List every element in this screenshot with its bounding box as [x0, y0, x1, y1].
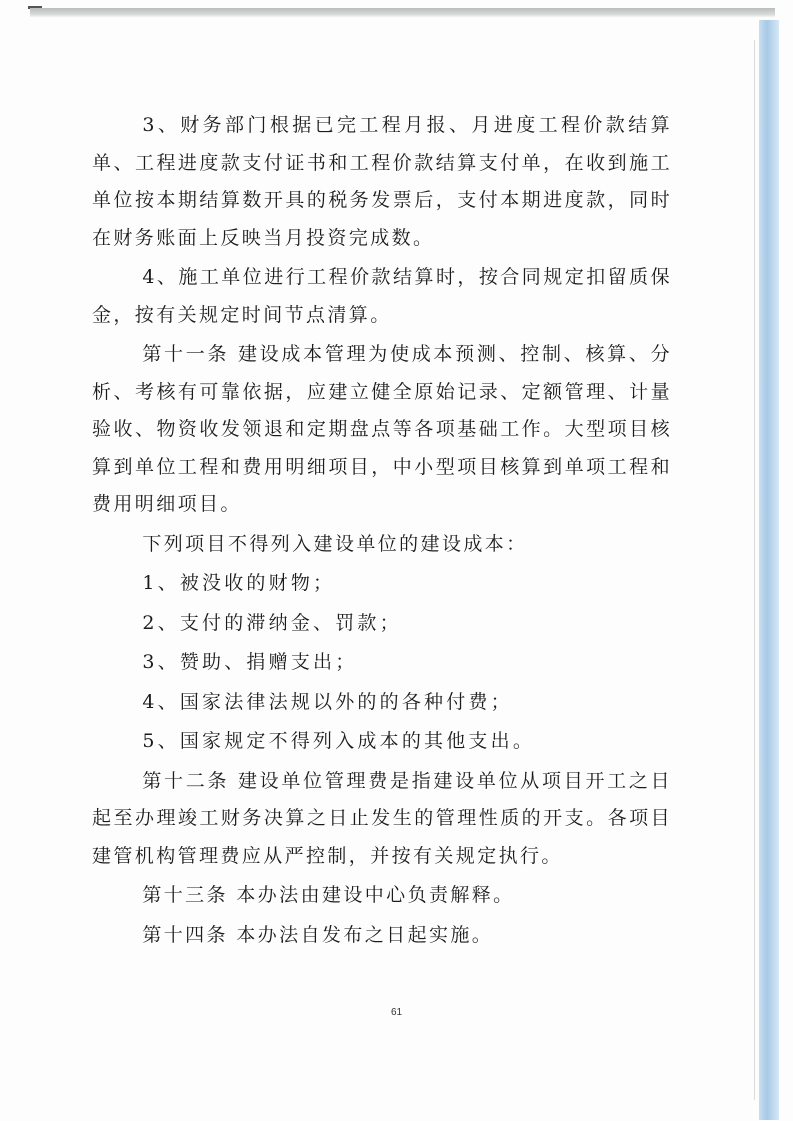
list-item: 1、被没收的财物；	[142, 572, 336, 594]
paragraph-article-14: 第十四条 本办法自发布之日起实施。	[142, 923, 494, 946]
paragraph-article-11: 第十一条 建设成本管理为使成本预测、控制、核算、分析、考核有可靠依据，应建立健全原始记录、定额管理、计量验收、物资收发领退和定期盘点等各项基础工作。大型项目核算到单位工程和费用明细项目，中小型项目核算到单项工程和费用明细项目。	[92, 343, 672, 515]
paragraph-payment: 3、财务部门根据已完工程月报、月进度工程价款结算单、工程进度款支付证书和工程价款结算支付单，在收到施工单位按本期结算数开具的税务发票后，支付本期进度款，同时在财务账面上反映当月投资完成数。	[92, 114, 672, 249]
list-item: 4、国家法律法规以外的的各种付费；	[142, 690, 513, 713]
scan-top-edge	[30, 8, 775, 17]
list-item: 2、支付的滞纳金、罚款；	[142, 611, 402, 634]
scan-margin-line	[754, 40, 755, 1100]
paragraph-exclusions-intro: 下列项目不得列入建设单位的建设成本：	[142, 532, 528, 555]
paragraph-retention: 4、施工单位进行工程价款结算时，按合同规定扣留质保金，按有关规定时间节点清算。	[92, 266, 672, 326]
document-body	[92, 107, 672, 954]
paragraph-article-13: 第十三条 本办法由建设中心负责解释。	[142, 884, 515, 906]
paragraph-article-12: 第十二条 建设单位管理费是指建设单位从项目开工之日起至办理竣工财务决算之日止发生的管理性质的开支。各项目建管机构管理费应从严控制，并按有关规定执行。	[92, 769, 672, 867]
list-item: 3、赞助、捐赠支出；	[142, 651, 358, 673]
page-number: 61	[390, 1007, 403, 1018]
list-item: 5、国家规定不得列入成本的其他支出。	[142, 730, 536, 752]
scan-right-edge	[759, 20, 779, 1120]
